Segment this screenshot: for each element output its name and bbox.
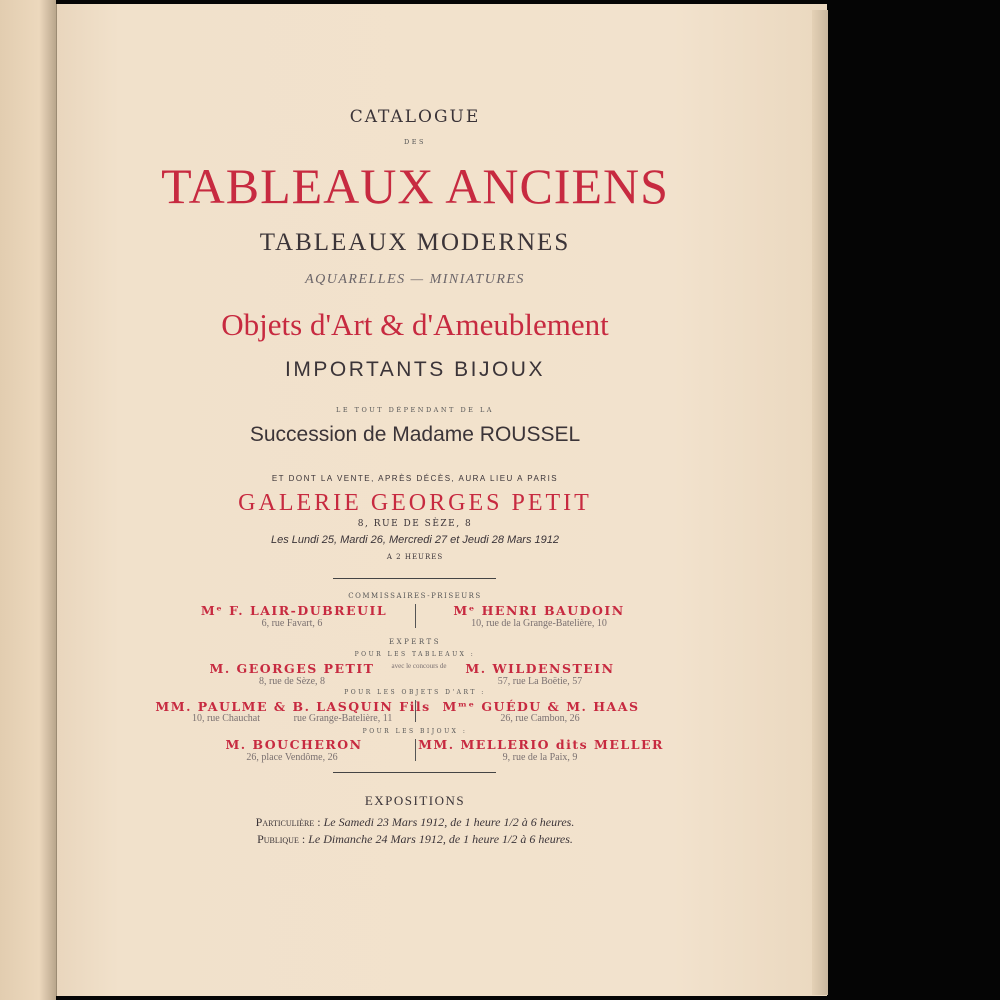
commissaires-label: COMMISSAIRES-PRISEURS: [348, 592, 482, 600]
divider-rule: [333, 772, 496, 773]
particuliere-label: Particulière :: [255, 815, 321, 829]
venue-address: 8, RUE DE SÈZE, 8: [357, 519, 473, 529]
commissaire-right-address: 10, rue de la Grange-Batelière, 10: [471, 618, 607, 629]
objets-label: POUR LES OBJETS D'ART :: [344, 689, 486, 696]
sale-time: A 2 HEURES: [386, 553, 444, 561]
commissaire-right-name: Mᵉ HENRI BAUDOIN: [453, 603, 625, 618]
commissaire-left-name: Mᵉ F. LAIR-DUBREUIL: [200, 603, 388, 618]
expert-bijoux-left-name: M. BOUCHERON: [225, 737, 363, 752]
subtitle: TABLEAUX MODERNES: [259, 229, 571, 256]
commissaire-left-address: 6, rue Favart, 6: [261, 618, 323, 629]
succession-intro: LE TOUT DÉPENDANT DE LA: [336, 406, 494, 414]
tableaux-label: POUR LES TABLEAUX :: [354, 651, 476, 658]
column-divider: [415, 739, 416, 761]
expert-objets-right-name: Mᵐᵉ GUÉDU & M. HAAS: [442, 699, 640, 714]
expert-objets-left-name: MM. PAULME & B. LASQUIN Fils: [155, 699, 431, 714]
expert-tableaux-right-address: 57, rue La Boëtie, 57: [497, 676, 583, 687]
column-divider: [415, 604, 416, 628]
bijoux-title: IMPORTANTS BIJOUX: [285, 358, 545, 381]
expert-bijoux-right-name: MM. MELLERIO dits MELLER: [418, 737, 664, 752]
expositions-title: EXPOSITIONS: [364, 793, 466, 808]
expert-bijoux-left-address: 26, place Vendôme, 26: [246, 752, 338, 763]
experts-label: EXPERTS: [388, 638, 442, 646]
exposition-publique: [0, 832, 830, 847]
avec-concours: avec le concours de: [391, 662, 447, 670]
main-title: TABLEAUX ANCIENS: [161, 158, 669, 214]
venue-name: GALERIE GEORGES PETIT: [238, 490, 592, 516]
catalogue-label: CATALOGUE: [349, 107, 481, 127]
particuliere-text: Le Samedi 23 Mars 1912, de 1 heure 1/2 à 6 heures.: [323, 815, 575, 829]
exposition-particuliere: [0, 815, 830, 830]
succession-name: Succession de Madame ROUSSEL: [249, 423, 581, 446]
expert-tableaux-left-name: M. GEORGES PETIT: [209, 661, 375, 676]
expert-objets-right-address: 26, rue Cambon, 26: [500, 713, 580, 724]
sale-dates: Les Lundi 25, Mardi 26, Mercredi 27 et Jeudi 28 Mars 1912: [271, 534, 559, 546]
bijoux-label: POUR LES BIJOUX :: [362, 728, 468, 735]
expert-objets-left-address1: 10, rue Chauchat: [191, 713, 261, 724]
publique-text: Le Dimanche 24 Mars 1912, de 1 heure 1/2 à 6 heures.: [308, 832, 573, 846]
publique-label: Publique :: [257, 832, 306, 846]
expert-objets-left-address2: rue Grange-Batelière, 11: [293, 713, 393, 724]
objets-title: Objets d'Art & d'Ameublement: [221, 307, 609, 342]
medium-line: AQUARELLES — MINIATURES: [305, 272, 525, 287]
des-label: DES: [404, 138, 426, 146]
expert-tableaux-left-address: 8, rue de Sèze, 8: [258, 676, 326, 687]
expert-tableaux-right-name: M. WILDENSTEIN: [465, 661, 615, 676]
sale-intro: ET DONT LA VENTE, APRÈS DÉCÈS, AURA LIEU A PARIS: [271, 474, 559, 483]
expert-bijoux-right-address: 9, rue de la Paix, 9: [502, 752, 578, 763]
divider-rule: [333, 578, 496, 579]
